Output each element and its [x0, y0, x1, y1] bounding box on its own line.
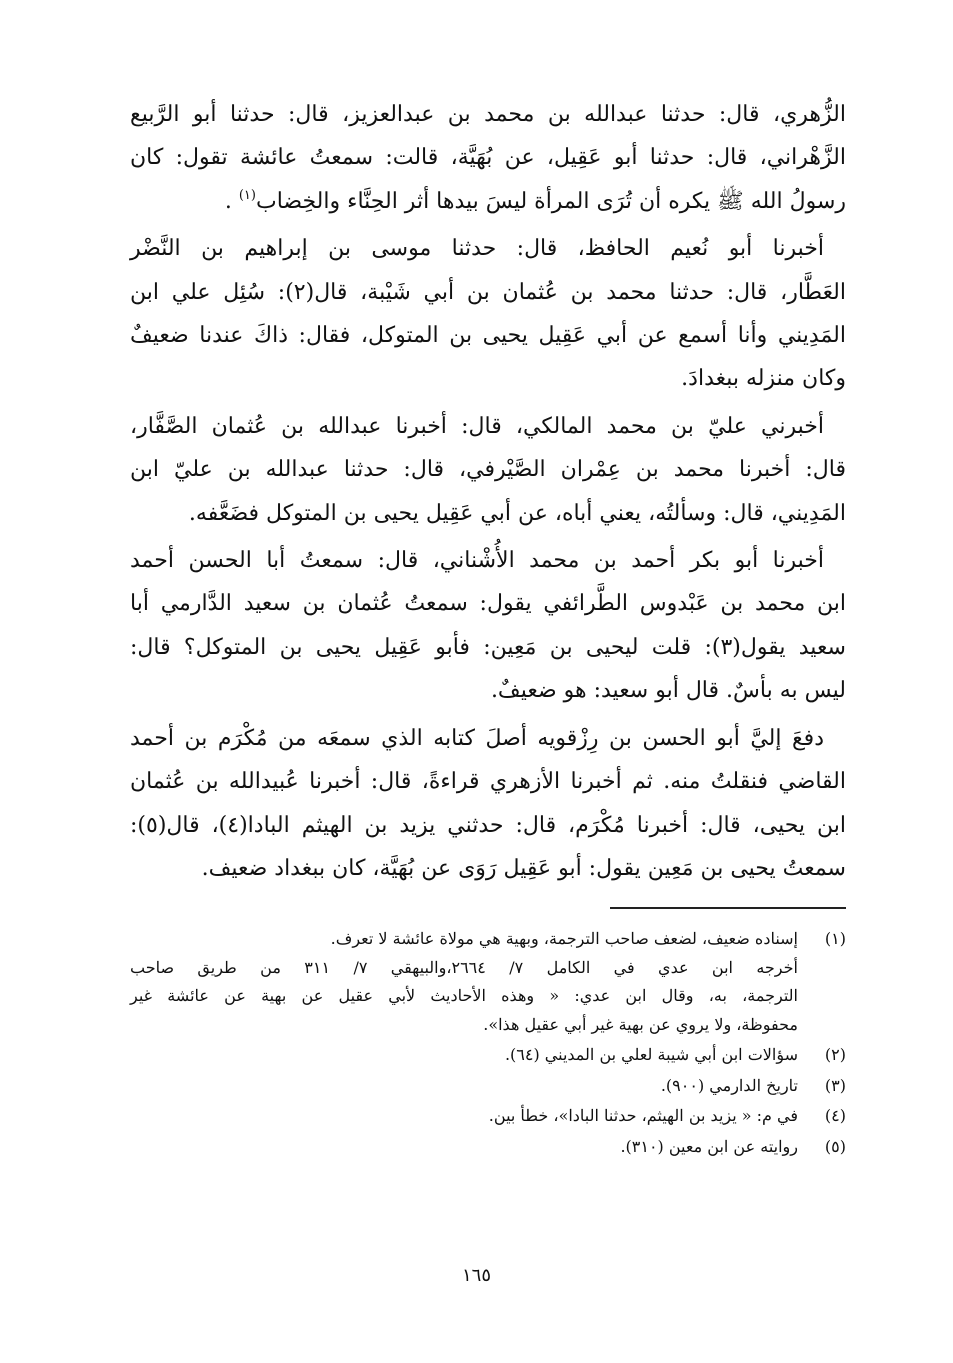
- footnote-line: الترجمة، به، وقال ابن عدي: « وهذه الأحاديث لأبي عقيل عن بهية عن عائشة غير: [130, 986, 798, 1005]
- footnote-line: تاريخ الدارمي (٩٠٠).: [660, 1075, 798, 1095]
- text-line: ابن يحيى، قال: أخبرنا مُكْرَم، قال: حدثني يزيد بن الهيثم البادا(٤)، قال(٥):: [130, 812, 846, 838]
- footnote-line: إسناده ضعيف، لضعف صاحب الترجمة، وبهية هي مولاة عائشة لا تعرف.: [330, 929, 798, 948]
- page-number: ١٦٥: [461, 1265, 491, 1286]
- footnote-text: [130, 1102, 798, 1131]
- footnote-5: [130, 1133, 846, 1162]
- footnote-line: محفوظة، ولا يروي عن بهية غير أبي عقيل هذا».: [483, 1014, 798, 1034]
- text-line: سمعتُ يحيى بن مَعِين يقول: أبو عَقِيل رَوَى عن بُهَيَّة، كان ببغداد ضعيف.: [201, 855, 846, 881]
- line-suffix: .: [224, 188, 239, 214]
- footnote-number: (١): [824, 929, 846, 948]
- text-line: دفعَ إليَّ أبو الحسن بن رِزْقويه أصلَ كتابه الذي سمعَه من مُكْرَم بن أحمد: [130, 725, 824, 751]
- text-line: قال: أخبرنا محمد بن عِمْران الصَّيْرفي، قال: حدثنا عبدالله بن عليّ ابن: [130, 457, 846, 483]
- footnote-text: [130, 1041, 798, 1070]
- footnote-line: روايته عن ابن معين (٣١٠).: [620, 1136, 798, 1156]
- text-line: ليس به بأسٌ. قال أبو سعيد: هو ضعيفٌ.: [490, 678, 846, 704]
- text-line: أخبرني عليّ بن محمد المالكي، قال: أخبرنا عبدالله بن عُثمان الصَّفَّار،: [130, 413, 824, 439]
- footnote-number: (٥): [824, 1136, 846, 1156]
- text-line: أخبرنا أبو بكر أحمد بن محمد الأُشْناني، قال: سمعتُ أبا الحسن أحمد: [130, 548, 824, 574]
- footnote-4: [130, 1102, 846, 1131]
- text-line: المَدِيني وأنا أسمع عن أبي عَقِيل يحيى بن المتوكل، فقال: ذاكَ عندنا ضعيفٌ: [130, 323, 846, 349]
- paragraph-4: [130, 539, 846, 713]
- paragraph-2: [130, 227, 846, 401]
- footnote-1: [130, 925, 846, 1039]
- text-line: الزُّهري، قال: حدثنا عبدالله بن محمد بن عبدالعزيز، قال: حدثنا أبو الرَّبيع: [130, 102, 846, 127]
- text-line: [130, 180, 846, 223]
- text-line: سعيد يقول(٣): قلت ليحيى بن مَعِين: فأبو عَقِيل يحيى بن المتوكل؟ قال:: [130, 634, 846, 660]
- footnote-separator: [610, 907, 846, 909]
- text-line: ابن محمد بن عَبْدوس الطَّرائفي يقول: سمعتُ عُثمان بن سعيد الدَّارمي أبا: [130, 591, 846, 617]
- paragraph-3: [130, 405, 846, 535]
- footnote-line: سؤالات ابن أبي شيبة لعلي بن المديني (٦٤).: [504, 1045, 798, 1064]
- text-line: أخبرنا أبو نُعيم الحافظ، قال: حدثنا موسى بن إبراهيم بن النَّضْر: [130, 236, 824, 262]
- text-line: القاضي فنقلتُ منه. ثم أخبرنا الأزهري قراءةً، قال: أخبرنا عُبيدالله بن عُثمان: [130, 769, 846, 795]
- footnote-text: [130, 1072, 798, 1101]
- text-line: العَطَّار، قال: حدثنا محمد بن عُثمان بن أبي شَيْبة، قال(٢): سُئِل علي ابن: [130, 279, 847, 305]
- paragraph-5: [130, 717, 846, 891]
- footnote-2: [130, 1041, 846, 1070]
- footnote-number: (٤): [824, 1106, 846, 1125]
- footnote-text: [130, 1133, 798, 1162]
- main-text: [130, 93, 846, 894]
- footnote-3: [130, 1072, 846, 1101]
- text-line: المَدِيني، قال: وسألتُه، يعني أباه، عن أبي عَقِيل يحيى بن المتوكل فضَعَّفه.: [188, 500, 846, 526]
- text-line: وكان منزله ببغدادَ.: [681, 366, 846, 392]
- footnote-marker: (١): [238, 187, 256, 203]
- footnote-line: أخرجه ابن عدي في الكامل ٧/ ٢٦٦٤،والبيهقي ٧/ ٣١١ من طريق صاحب: [130, 957, 798, 977]
- text-line: الزَّهْراني، قال: حدثنا أبو عَقِيل، عن بُهَيَّة، قالت: سمعتُ عائشة تقول: كان: [130, 145, 846, 171]
- footnote-number: (٣): [824, 1075, 846, 1095]
- footnotes: [130, 925, 846, 1163]
- footnote-number: (٢): [824, 1045, 846, 1064]
- paragraph-1: [130, 93, 846, 223]
- footnote-text: [130, 925, 798, 1039]
- text-line-content: رسولُ الله ﷺ يكره أن تُرَى المرأة ليسَ بيدها أثر الحِنَّاء والخِضاب: [255, 188, 846, 214]
- footnote-line: في م: « يزيد بن الهيثم، حدثنا البادا»، خطأ بين.: [488, 1106, 798, 1125]
